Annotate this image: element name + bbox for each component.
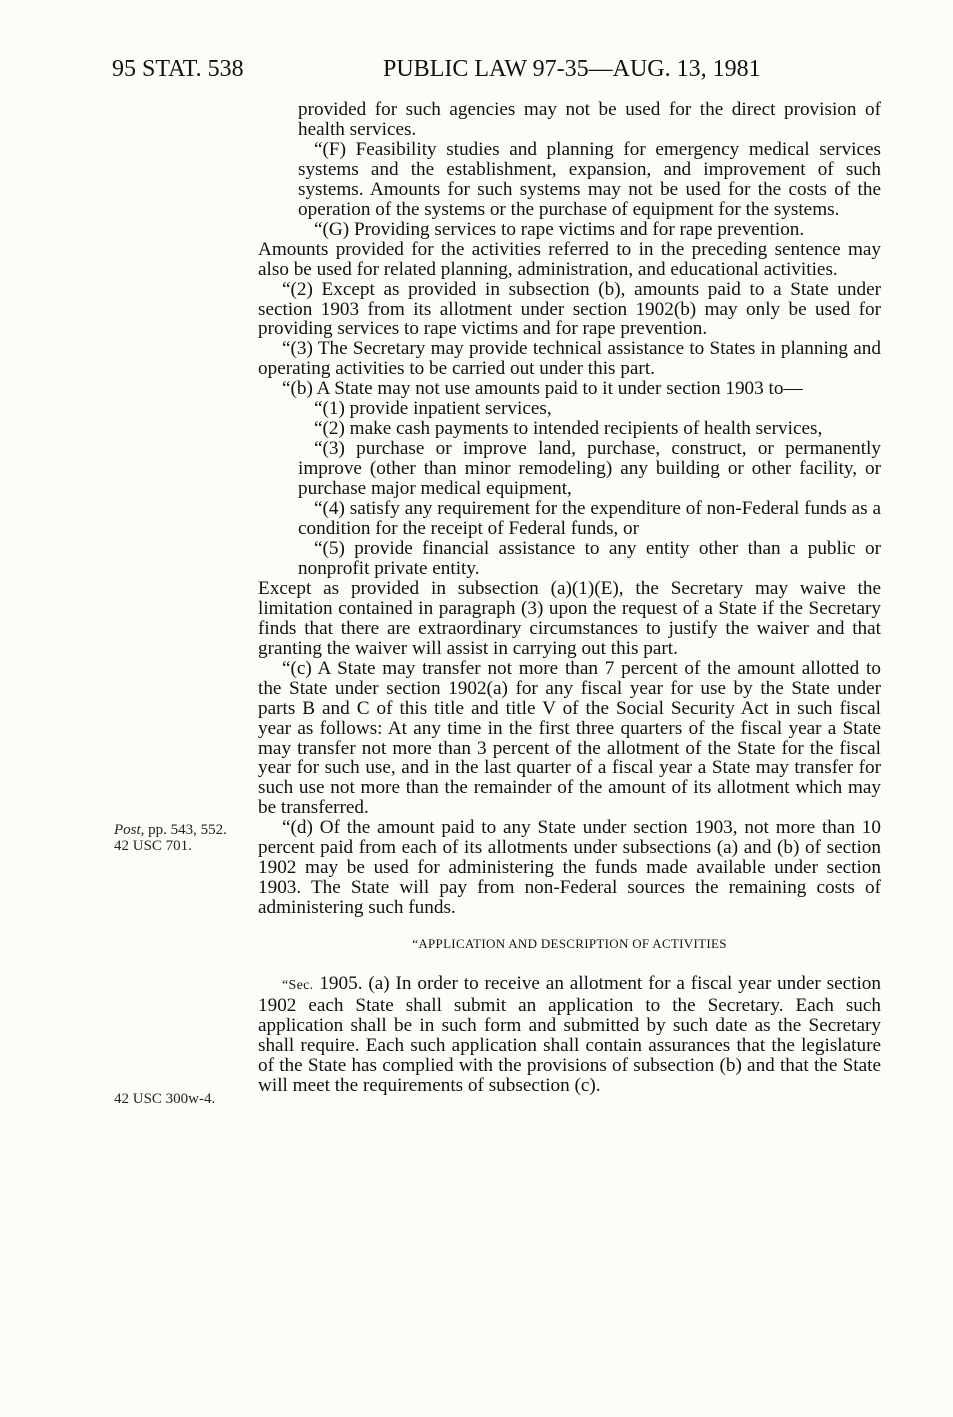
paragraph: “(F) Feasibility studies and planning for emergency medical services systems and the establishment, expansion, and improvement of such systems. Amounts for such systems may not be used for the costs of the operation of the systems or the purchase of equipment for the systems.	[298, 138, 881, 220]
section-label: “Sec.	[282, 978, 314, 994]
paragraph: “(3) purchase or improve land, purchase, construct, or permanently improve (other than minor remodeling) any building or other facility, or purchase major medical equipment,	[298, 438, 881, 500]
margin-note-post: Post, pp. 543, 552.	[114, 822, 227, 838]
paragraph: “(2) Except as provided in subsection (b), amounts paid to a State under section 1903 from its allotment under section 1902(b) may only be used for providing services to rape victims and for rape prevention.	[258, 278, 881, 340]
statute-page-number: 95 STAT. 538	[112, 56, 244, 82]
paragraph: “(d) Of the amount paid to any State under section 1903, not more than 10 percent paid from each of its allotments under subsections (a) and (b) of section 1902 may be used for administering the funds made available under section 1903. The State will pay from non-Federal sources the remaining costs of administering such funds.	[258, 817, 881, 919]
paragraph: “(b) A State may not use amounts paid to it under section 1903 to—	[282, 378, 803, 400]
public-law-title: PUBLIC LAW 97-35—AUG. 13, 1981	[383, 56, 761, 82]
margin-note-usc-701: 42 USC 701.	[114, 838, 192, 854]
paragraph: “(1) provide inpatient services,	[314, 398, 552, 420]
paragraph: “(4) satisfy any requirement for the expenditure of non-Federal funds as a condition for the receipt of Federal funds, or	[298, 498, 881, 540]
paragraph: “(3) The Secretary may provide technical assistance to States in planning and operating activities to be carried out under this part.	[258, 338, 881, 380]
paragraph: Except as provided in subsection (a)(1)(E), the Secretary may waive the limitation contained in paragraph (3) upon the request of a State if the Secretary finds that there are extraordinary circumstances to justify the waiver and that granting the waiver will assist in carrying out this part.	[258, 577, 881, 659]
section-heading: “APPLICATION AND DESCRIPTION OF ACTIVITIES	[412, 936, 727, 952]
margin-note-usc-300w-4: 42 USC 300w-4.	[114, 1091, 216, 1107]
paragraph: provided for such agencies may not be used for the direct provision of health services.	[298, 99, 881, 140]
page-header	[0, 52, 953, 86]
paragraph: “(c) A State may transfer not more than 7 percent of the amount allotted to the State under section 1902(a) for any fiscal year for use by the State under parts B and C of this title and title V of the Social Security Act in such fiscal year as follows: At any time in the first three quarters of the fiscal year a State may transfer not more than 3 percent of the allotment of the State for the fiscal year for such use, and in the last quarter of a fiscal year a State may transfer for such use not more than the remainder of the amount of its allotment which may be transferred.	[258, 657, 881, 819]
section-paragraph: “Sec. 1905. (a) In order to receive an allotment for a fiscal year under section 1902 each State shall submit an application to the Secretary. Each such application shall be in such form and submitted by such date as the Secretary shall require. Each such application shall contain assurances that the legislature of the State has complied with the provisions of subsection (b) and that the State will meet the requirements of subsection (c).	[258, 973, 881, 1096]
paragraph: Amounts provided for the activities referred to in the preceding sentence may also be used for related planning, administration, and educational activities.	[258, 238, 881, 280]
paragraph: “(2) make cash payments to intended recipients of health services,	[314, 418, 823, 440]
paragraph: “(G) Providing services to rape victims and for rape prevention.	[314, 218, 805, 240]
paragraph: “(5) provide financial assistance to any entity other than a public or nonprofit private entity.	[298, 537, 881, 579]
body-text	[258, 100, 881, 1096]
